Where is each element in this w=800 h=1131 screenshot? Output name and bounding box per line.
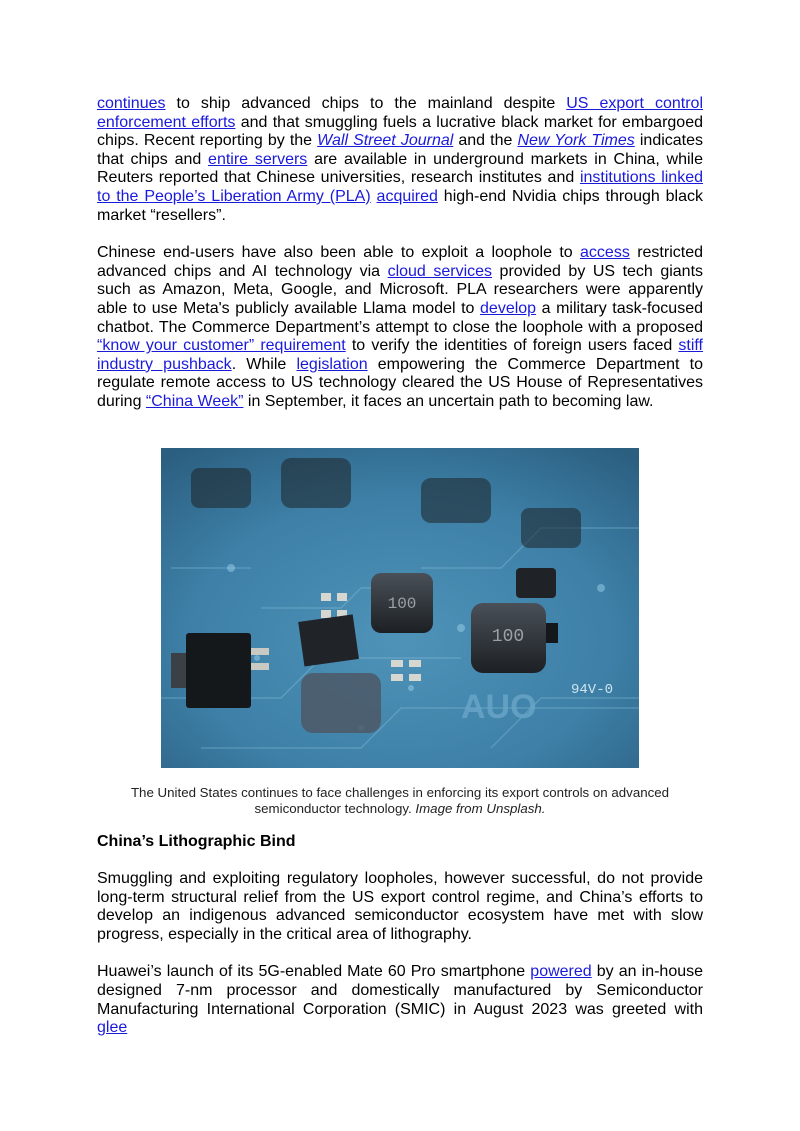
link-glee[interactable]: glee (97, 1019, 128, 1037)
text-run: and that smuggling fuels a lucrative black market for embargoed chips. Recent reporting by the (97, 113, 703, 150)
text-run: to ship advanced chips to the mainland despite (165, 95, 567, 112)
circuit-board-photo (161, 448, 639, 768)
caption-text: The United States continues to face challenges in enforcing its export controls on advanced semiconductor technology. (130, 784, 670, 816)
link-stiff-industry-pushback[interactable]: stiff industry pushback (97, 337, 703, 373)
link-wall-street-journal[interactable]: Wall Street Journal (317, 132, 454, 150)
board-rating: 94V-0 (571, 681, 614, 698)
text-run: indicates that chips and (97, 132, 704, 168)
link-continues[interactable]: continues (97, 95, 166, 112)
link-legislation[interactable]: legislation (296, 355, 368, 373)
link-cloud-services[interactable]: cloud services (387, 262, 493, 280)
link-entire-servers[interactable]: entire servers (208, 150, 308, 168)
text-run: a military task-focused chatbot. The Commerce Department’s attempt to close the loophole with a proposed (97, 299, 703, 336)
paragraph-smuggling (97, 95, 703, 225)
link-new-york-times[interactable]: New York Times (517, 132, 635, 150)
paragraph-huawei (97, 963, 703, 1037)
link-access[interactable]: access (580, 244, 630, 262)
link-institutions-pla[interactable]: institutions linked to the People’s Liberation Army (PLA) (97, 169, 704, 205)
link-export-control-enforcement[interactable]: US export control enforcement efforts (97, 95, 703, 131)
inductor-label-1: 100 (387, 594, 417, 613)
article-body (97, 95, 703, 1038)
section-heading: China’s Lithographic Bind (97, 832, 296, 850)
text-run: in September, it faces an uncertain path to becoming law. (243, 392, 654, 410)
text-run: by an in-house designed 7-nm processor and domestically manufactured by Semiconductor Manufacturing International Corporation (SMIC) in August 2023 was greeted with (97, 963, 704, 1018)
caption-source: Image from Unsplash. (415, 800, 546, 816)
link-powered[interactable]: powered (530, 963, 592, 981)
link-china-week[interactable]: “China Week” (145, 392, 244, 410)
text-run: provided by US tech giants such as Amazon, Meta, Google, and Microsoft. PLA researchers were apparently able to use Meta's publicly available Llama model to (97, 262, 704, 317)
paragraph-lithography: Smuggling and exploiting regulatory loopholes, however successful, do not provide long-term structural relief from the US export control regime, and China’s efforts to develop an indigenous advanced semiconductor ecosystem have met with slow progress, especially in the critical area of lithography. (97, 870, 703, 943)
link-acquired[interactable]: acquired (376, 187, 438, 205)
text-run: empowering the Commerce Department to regulate remote access to US technology cleared the US House of Representatives during (97, 355, 704, 410)
text-run: Huawei’s launch of its 5G-enabled Mate 60 Pro smartphone (97, 963, 531, 981)
figure (97, 448, 703, 817)
figure-caption (97, 785, 703, 817)
paragraph-cloud-loophole (97, 244, 703, 411)
text-run: Chinese end-users have also been able to exploit a loophole to (97, 244, 581, 262)
text-run: high-end Nvidia chips through black market “resellers”. (97, 187, 703, 224)
text-run: to verify the identities of foreign users faced (345, 337, 679, 355)
text-run: and the (453, 132, 518, 150)
link-know-your-customer[interactable]: “know your customer” requirement (97, 337, 346, 355)
text-run: . While (231, 355, 297, 373)
link-develop[interactable]: develop (480, 299, 537, 317)
board-logo: AUO (461, 687, 537, 726)
text-run: are available in underground markets in China, while Reuters reported that Chinese universities, research institutes and (97, 150, 703, 187)
inductor-label-2: 100 (491, 626, 525, 647)
text-run: restricted advanced chips and AI technology via (97, 244, 703, 280)
